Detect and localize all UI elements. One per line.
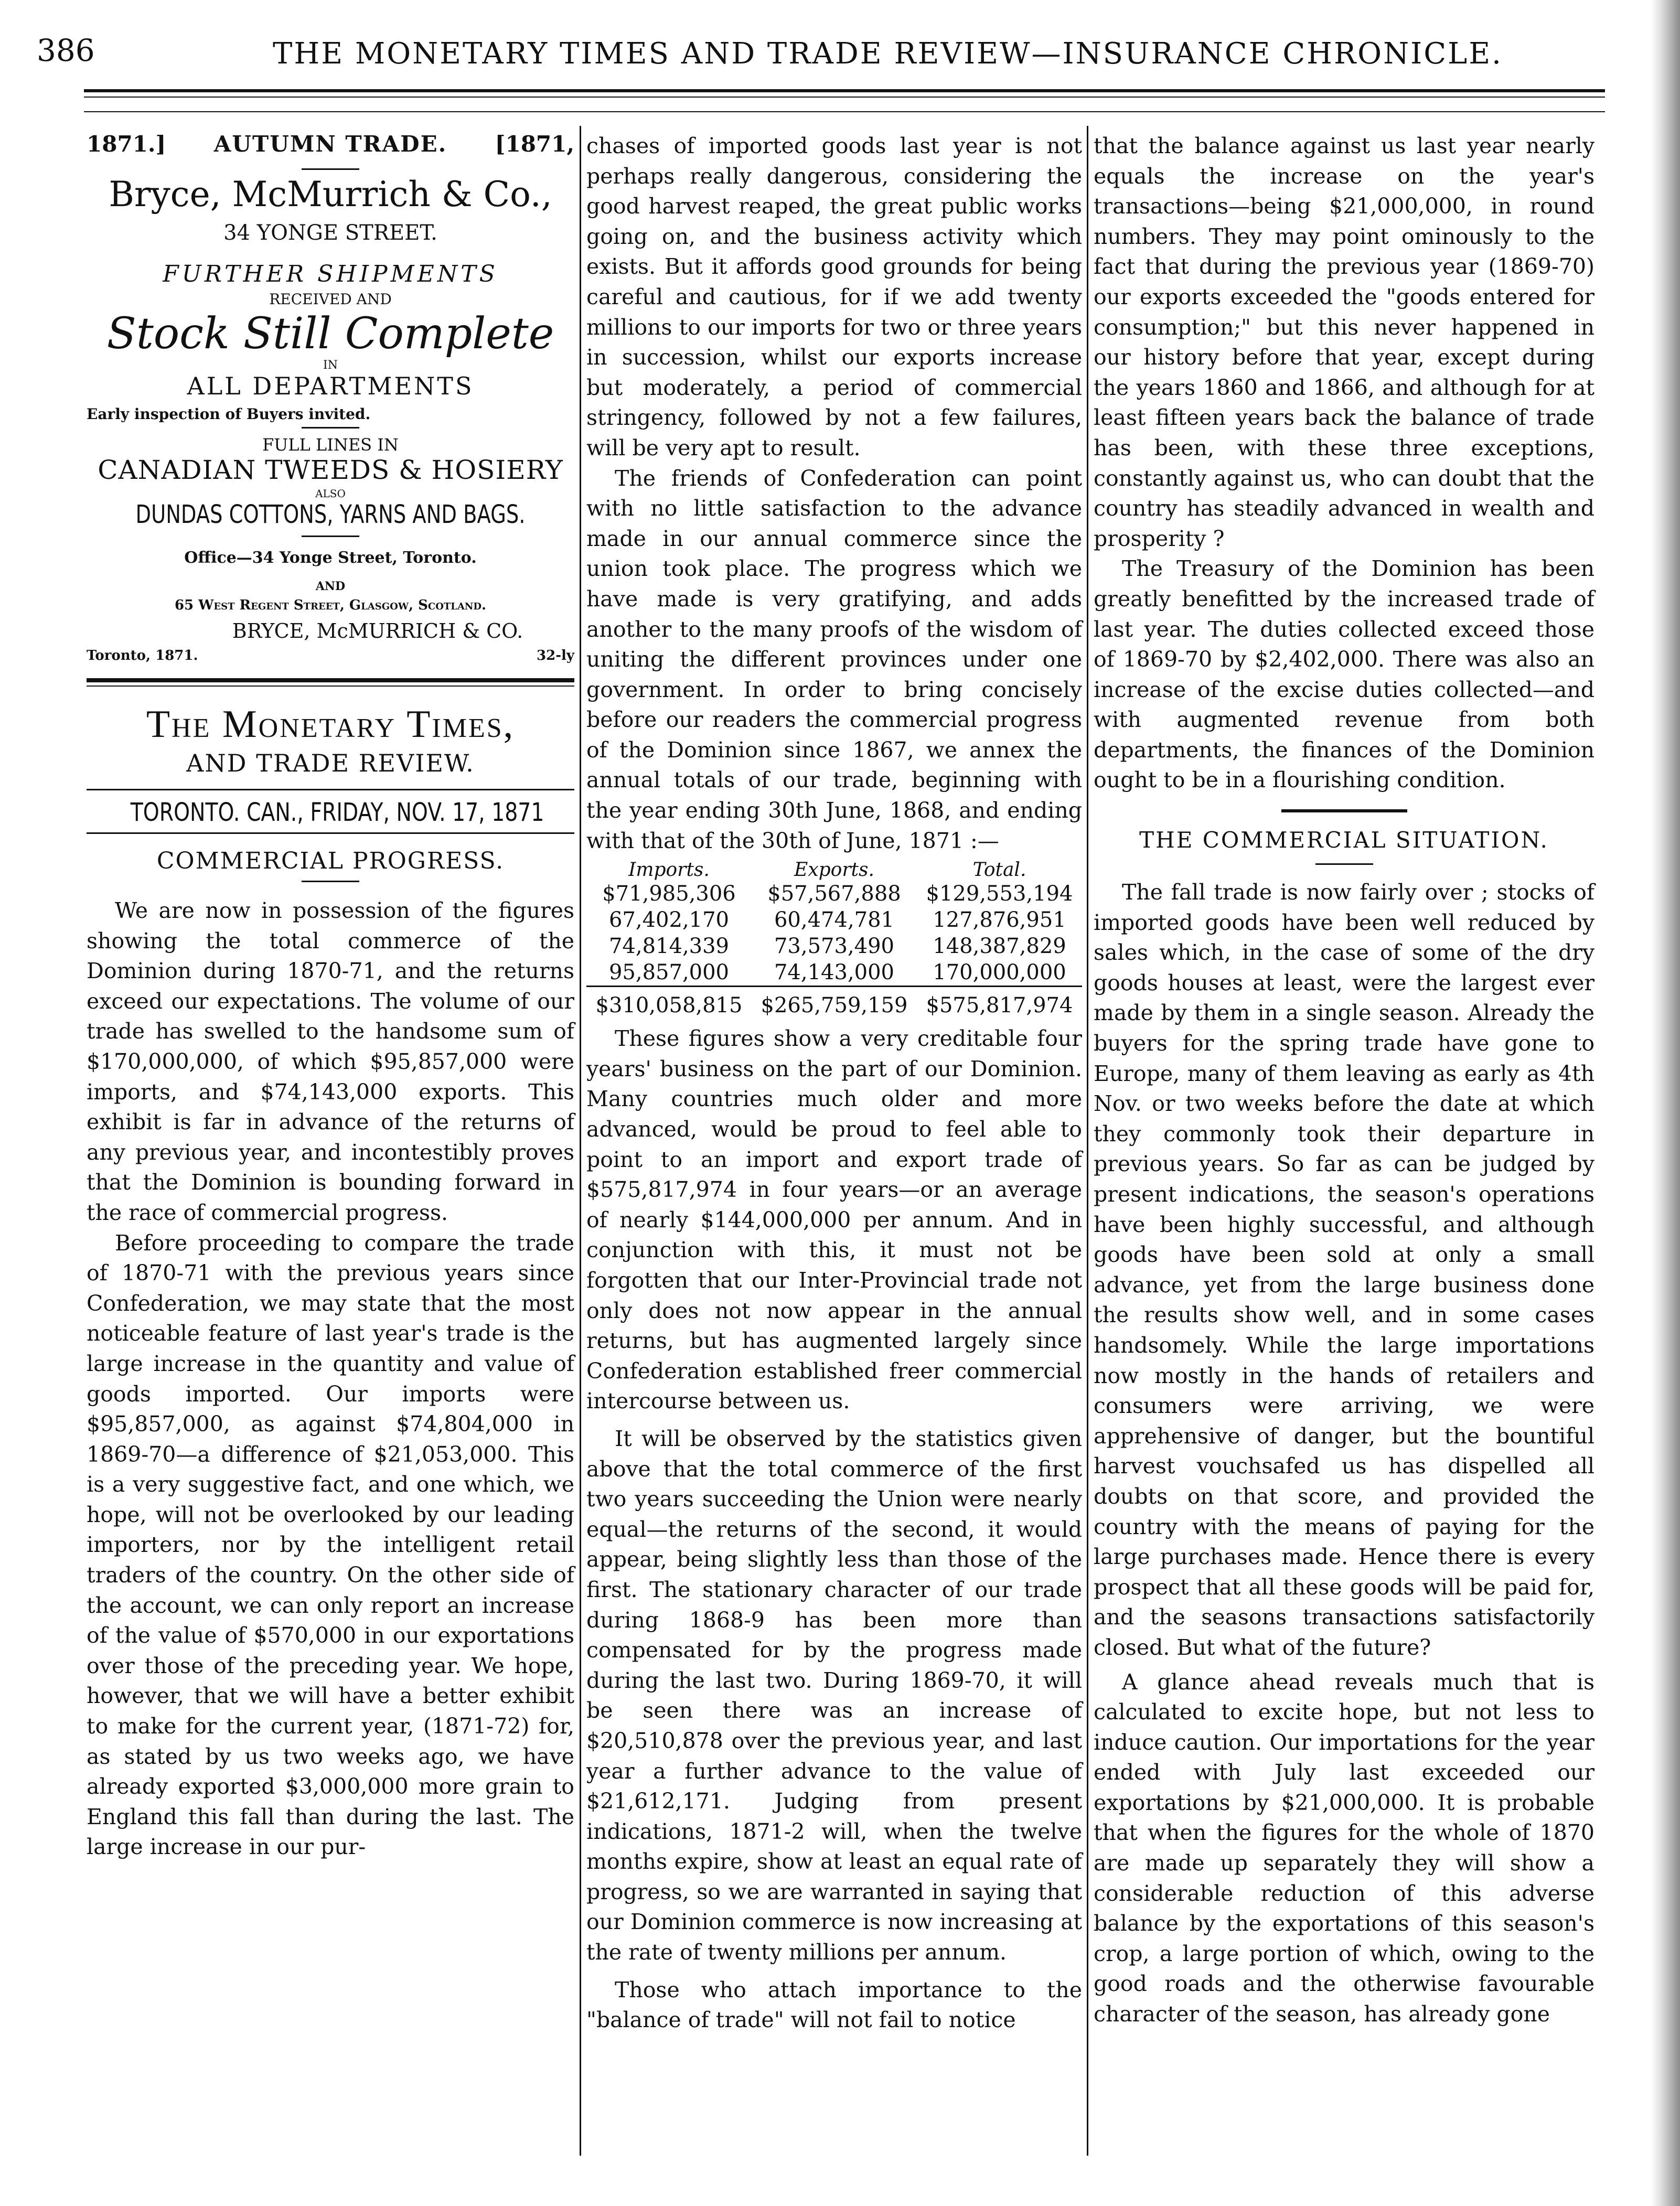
ad-inspection: Early inspection of Buyers invited. xyxy=(87,405,371,423)
paragraph: We are now in possession of the figures showing the total commerce of the Dominion during 1870-71, and the returns exceed our expectations. The volume of our trade has swelled to the handsome sum of $170,000,000, of which $95,857,000 were imports, and $74,143,000 exports. This exhibit is far in advance of the returns of any previous year, and incontestibly proves that the Dominion is bounding forward in the race of commercial progress. xyxy=(87,898,574,1225)
table-cell: 170,000,000 xyxy=(933,960,1066,985)
masthead-rule-bottom xyxy=(87,832,574,834)
ad-code: 32-ly xyxy=(537,648,574,663)
column-3 xyxy=(1094,131,1595,2030)
table-cell: $129,553,194 xyxy=(926,882,1073,906)
article2-body xyxy=(1094,877,1595,2030)
ad-rule xyxy=(302,168,359,170)
table-row xyxy=(586,907,1082,933)
paragraph: The friends of Confederation can point with no little satisfaction to the advance made in our annual commerce since the union took place. The progress which we have made is very gratifying, and adds another to the many proofs of the wisdom of uniting the different provinces under one government. In order to bring concisely before our readers the commercial progress of the Dominion since 1867, we annex the annual totals of our trade, beginning with the year ending 30th June, 1868, and ending with that of the 30th of June, 1871 :— xyxy=(586,465,1082,853)
header-rule-thin-2 xyxy=(84,111,1605,112)
ad-also: ALSO xyxy=(315,487,346,500)
dateline: TORONTO. CAN., FRIDAY, NOV. 17, 1871 xyxy=(130,798,544,827)
title-rule xyxy=(302,881,359,882)
article-body-col1 xyxy=(87,896,574,1862)
ad-address: 34 YONGE STREET. xyxy=(223,221,437,245)
ad-tweeds: CANADIAN TWEEDS & HOSIERY xyxy=(98,455,563,485)
ad-office: Office—34 Yonge Street, Toronto. xyxy=(184,549,477,567)
paragraph: The Treasury of the Dominion has been greatly benefitted by the increased trade of last year. The duties collected exceed those of 1869-70 by $2,402,000. There was also an increase of the excise duties collected—and with augmented revenue from both departments, the finances of the Dominion ought to be in a flourishing condition. xyxy=(1094,556,1595,793)
paragraph: chases of imported goods last year is not perhaps really dangerous, considering the good harvest reaped, the great public works going on, and the business activity which exists. But it affords good grounds for being careful and cautious, for if we add twenty millions to our imports for two or three years in succession, whilst our exports increase but moderately, a period of commercial stringency, followed by not a few failures, will be very apt to result. xyxy=(586,133,1082,461)
column-divider-1 xyxy=(580,126,581,2156)
ad-full-lines: FULL LINES IN xyxy=(262,435,399,455)
running-title: THE MONETARY TIMES AND TRADE REVIEW—INSURANCE CHRONICLE. xyxy=(273,37,1503,71)
table-row xyxy=(586,881,1082,907)
title-rule-2 xyxy=(1315,863,1373,865)
table-row xyxy=(586,933,1082,959)
table-cell: 127,876,951 xyxy=(933,908,1066,933)
table-cell: 148,387,829 xyxy=(933,934,1066,959)
table-cell: 74,143,000 xyxy=(774,960,895,985)
article-title-commercial-progress: COMMERCIAL PROGRESS. xyxy=(156,848,505,874)
ad-firm: Bryce, McMurrich & Co., xyxy=(109,174,552,215)
column-divider-2 xyxy=(1087,126,1088,2156)
ad-shipments: FURTHER SHIPMENTS xyxy=(163,261,498,287)
table-cell: $575,817,974 xyxy=(926,993,1073,1018)
paragraph: Those who attach importance to the "balance of trade" will not fail to notice xyxy=(586,1977,1082,2033)
masthead xyxy=(87,702,574,834)
ad-glasgow: 65 West Regent Street, Glasgow, Scotland. xyxy=(174,597,487,613)
ad-in: IN xyxy=(323,359,338,372)
table-cell: 60,474,781 xyxy=(774,908,895,933)
table-cell: 73,573,490 xyxy=(774,934,895,959)
column-1 xyxy=(87,131,574,1862)
table-cell: $57,567,888 xyxy=(767,882,901,906)
table-cell: 74,814,339 xyxy=(608,934,730,959)
ad-season: AUTUMN TRADE. xyxy=(213,131,447,157)
masthead-sub: AND TRADE REVIEW. xyxy=(186,749,475,777)
ad-stock: Stock Still Complete xyxy=(106,309,554,359)
ad-rule-2 xyxy=(302,427,359,429)
paragraph: that the balance against us last year nearly equals the increase on the year's transactions—being $21,000,000, in round numbers. They may point ominously to the fact that during the previous year (1869-70) our exports exceeded the "goods entered for consumption;" but this never happened in our history before that year, except during the years 1860 and 1866, and although for at least fifteen years back the balance of trade has been, with these three exceptions, constantly against us, who can doubt that the country has steadily advanced in wealth and prosperity ? xyxy=(1094,133,1595,551)
paragraph: It will be observed by the statistics given above that the total commerce of the first two years succeeding the Union were nearly equal—the returns of the second, it would appear, being slightly less than those of the first. The stationary character of our trade during 1868-9 has been more than compensated for by the progress made during the last two. During 1869-70, it will be seen there was an increase of $20,510,878 over the previous year, and last year a further advance to the value of $21,612,171. Judging from present indications, 1871-2 will, when the twelve months expire, show at least an equal rate of progress, so we are warranted in saying that our Dominion commerce is now increasing at the rate of twenty millions per annum. xyxy=(586,1426,1082,1965)
ad-departments: ALL DEPARTMENTS xyxy=(187,372,474,400)
table-header-total: Total. xyxy=(972,859,1026,881)
header-rule-thin xyxy=(84,97,1605,98)
header-rule-thick xyxy=(84,89,1605,92)
article-body-col2-cont xyxy=(586,1024,1082,2036)
table-cell: $71,985,306 xyxy=(602,882,736,906)
table-cell: 67,402,170 xyxy=(608,908,730,933)
ad-and: AND xyxy=(315,580,346,593)
column-2 xyxy=(586,131,1082,2036)
page-number: 386 xyxy=(37,33,95,68)
masthead-rule-mid xyxy=(87,789,574,790)
table-cell: $265,759,159 xyxy=(761,993,908,1018)
table-totals-row xyxy=(586,987,1082,1024)
section-rule xyxy=(1281,809,1407,812)
paragraph: The fall trade is now fairly over ; stocks of imported goods have been well reduced by sales which, in the case of some of the dry goods houses at least, were the largest ever made by them in a single season. Already the buyers for the spring trade have gone to Europe, many of them leaving as early as 4th Nov. or two weeks before the date at which they commonly took their departure in previous years. So far as can be judged by present indications, the season's operations have been highly successful, and although goods have been sold at only a small advance, yet from the large business done the results show well, and in some cases handsomely. While the large importations now mostly in the hands of retailers and consumers were arriving, we were apprehensive of danger, but the bountiful harvest vouchsafed us has dispelled all doubts on that score, and provided the country with the means of paying for the large purchases made. Hence there is every prospect that all these goods will be paid for, and the seasons transactions satisfactorily closed. But what of the future? xyxy=(1094,880,1595,1660)
ad-signature: BRYCE, McMURRICH & CO. xyxy=(232,619,523,642)
ad-cottons: DUNDAS COTTONS, YARNS AND BAGS. xyxy=(135,500,526,529)
article-title-commercial-situation: THE COMMERCIAL SITUATION. xyxy=(1139,827,1549,853)
paragraph: These figures show a very creditable four years' business on the part of our Dominion. Many countries much older and more advanced, would be proud to feel able to point to an import and export trade of $575,817,974 in four years—or an average of nearly $144,000,000 per annum. And in conjunction with this, it must not be forgotten that our Inter-Provincial trade not only does not now appear in the annual returns, but has augmented largely since Confederation established freer commercial intercourse between us. xyxy=(586,1026,1082,1414)
masthead-name: The Monetary Times, xyxy=(146,703,515,746)
ad-year-right: [1871, xyxy=(495,131,574,157)
article-body-col3 xyxy=(1094,131,1595,796)
paragraph: A glance ahead reveals much that is calculated to excite hope, but not less to induce caution. Our importations for the year ended with July last exceeded our exportations by $21,000,000. It is probable that when the figures for the whole of 1870 are made up separately they will show a considerable reduction of this adverse balance by the exportations of this season's crop, a large portion of which, owing to the good roads and the otherwise favourable character of the season, has already gone xyxy=(1094,1669,1595,2027)
table-cell: $310,058,815 xyxy=(595,993,743,1018)
ad-rule-3 xyxy=(302,536,359,537)
advertisement xyxy=(87,131,574,663)
paragraph: Before proceeding to compare the trade of 1870-71 with the previous years since Confederation, we may state that the most noticeable feature of last year's trade is the large increase in the quantity and value of goods imported. Our imports were $95,857,000, as against $74,804,000 in 1869-70—a difference of $21,053,000. This is a very suggestive fact, and one which, we hope, will not be overlooked by our leading importers, nor by the intelligent retail traders of the country. On the other side of the account, we can only report an increase of the value of $570,000 in our exportations over those of the preceding year. We hope, however, that we will have a better exhibit to make for the current year, (1871-72) for, as stated by us two weeks ago, we have already exported $3,000,000 more grain to England this fall than during the last. The large increase in our pur- xyxy=(87,1230,574,1860)
masthead-rule-top-thin xyxy=(87,686,574,687)
trade-table xyxy=(586,859,1082,1024)
ad-place-date: Toronto, 1871. xyxy=(87,648,198,663)
table-header-exports: Exports. xyxy=(794,859,874,881)
table-cell: 95,857,000 xyxy=(608,960,730,985)
table-header-imports: Imports. xyxy=(628,859,710,881)
page-binding-edge xyxy=(1651,0,1680,2206)
masthead-rule-top xyxy=(87,678,574,682)
ad-year-left: 1871.] xyxy=(87,131,166,157)
article-body-col2 xyxy=(586,131,1082,856)
table-row xyxy=(586,959,1082,987)
ad-received: RECEIVED AND xyxy=(269,291,392,308)
